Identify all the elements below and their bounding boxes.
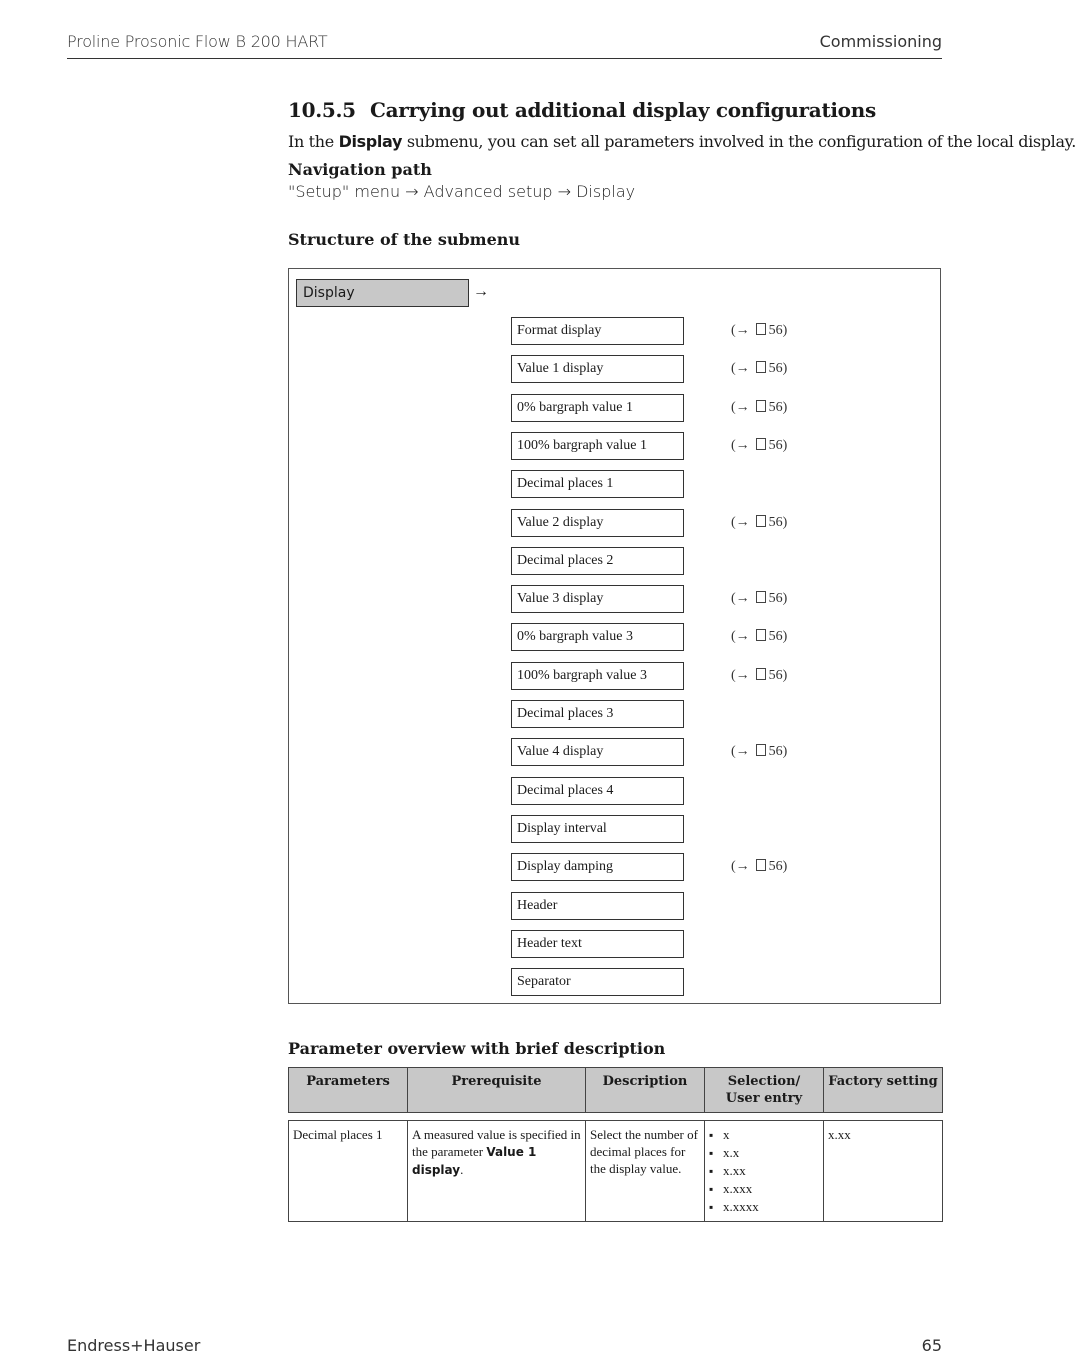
reference-page-number: 56 [768,515,783,530]
table-gap-row [289,1113,943,1121]
cell-description: Select the number of decimal places for the display value. [586,1121,705,1222]
overview-heading: Parameter overview with brief description [288,1039,666,1058]
reference-page-number: 56 [768,668,783,683]
submenu-item: Display interval [511,815,684,843]
arrow-icon: (→ [731,859,750,874]
arrow-icon: (→ [731,400,750,415]
submenu-item: 0% bargraph value 3 [511,623,684,651]
page-reference: (→ 56) [731,744,788,759]
prereq-text-end: . [460,1162,464,1177]
page-header [67,32,942,59]
page-reference: (→ 56) [731,591,788,606]
cell-parameter: Decimal places 1 [289,1121,408,1222]
page-reference: (→ 56) [731,400,788,415]
reference-page-number: 56 [768,361,783,376]
submenu-item: Value 1 display [511,355,684,383]
page-icon [756,438,766,450]
parameter-overview-table [288,1067,943,1222]
submenu-item: Format display [511,317,684,345]
section-title: Carrying out additional display configurations [370,98,876,122]
intro-text-bold: Display [338,132,403,151]
chapter-title: Commissioning [819,32,942,51]
list-item: ▪ x.xx [709,1162,819,1180]
page-reference: (→ 56) [731,515,788,530]
column-header: Parameters [289,1068,408,1113]
footer-brand: Endress+Hauser [67,1336,201,1355]
selection-list [709,1126,819,1216]
section-heading [288,98,876,122]
table-row [289,1121,943,1222]
arrow-icon: (→ [731,629,750,644]
page-icon [756,668,766,680]
reference-page-number: 56 [768,323,783,338]
submenu-item: Value 3 display [511,585,684,613]
arrow-icon: (→ [731,438,750,453]
document-title: Proline Prosonic Flow B 200 HART [67,32,328,51]
submenu-item: 100% bargraph value 3 [511,662,684,690]
page-icon [756,744,766,756]
page-reference: (→ 56) [731,323,788,338]
cell-factory-setting: x.xx [824,1121,943,1222]
reference-page-number: 56 [768,859,783,874]
page-icon [756,859,766,871]
intro-text-post: submenu, you can set all parameters involved in the configuration of the local display. [402,132,1076,151]
page-icon [756,400,766,412]
list-item: ▪ x.xxxx [709,1198,819,1216]
submenu-item: 0% bargraph value 1 [511,394,684,422]
column-header: Prerequisite [408,1068,586,1113]
navigation-path: "Setup" menu → Advanced setup → Display [288,182,636,201]
arrow-icon: (→ [731,591,750,606]
submenu-item: Header text [511,930,684,958]
page-icon [756,323,766,335]
structure-heading: Structure of the submenu [288,230,521,249]
prereq-param-name: Value 1 display [412,1145,537,1177]
submenu-item: Value 4 display [511,738,684,766]
intro-paragraph [288,132,1076,151]
page-reference: (→ 56) [731,438,788,453]
list-item: ▪ x.x [709,1144,819,1162]
submenu-item: Decimal places 1 [511,470,684,498]
navigation-heading: Navigation path [288,160,432,179]
submenu-item: Separator [511,968,684,996]
cell-prerequisite [408,1121,586,1222]
column-header: Description [586,1068,705,1113]
reference-page-number: 56 [768,744,783,759]
page-number: 65 [921,1336,942,1355]
submenu-item: Header [511,892,684,920]
section-number: 10.5.5 [288,98,356,122]
arrow-icon: (→ [731,323,750,338]
submenu-item: Value 2 display [511,509,684,537]
page-icon [756,515,766,527]
cell-selection [705,1121,824,1222]
arrow-icon: (→ [731,515,750,530]
page-icon [756,361,766,373]
page-icon [756,591,766,603]
submenu-item: 100% bargraph value 1 [511,432,684,460]
arrow-icon: (→ [731,361,750,376]
page-reference: (→ 56) [731,361,788,376]
column-header: Selection/ User entry [705,1068,824,1113]
intro-text-pre: In the [288,132,339,151]
submenu-item: Decimal places 2 [511,547,684,575]
submenu-item: Decimal places 3 [511,700,684,728]
prereq-text: A measured value is specified in the parameter [412,1127,581,1159]
arrow-icon: (→ [731,668,750,683]
arrow-icon: (→ [731,744,750,759]
submenu-root-display: Display [296,279,469,307]
submenu-item: Display damping [511,853,684,881]
page-reference: (→ 56) [731,859,788,874]
arrow-icon: → [473,283,489,300]
page-reference: (→ 56) [731,629,788,644]
submenu-item: Decimal places 4 [511,777,684,805]
table-header-row [289,1068,943,1113]
page-icon [756,629,766,641]
reference-page-number: 56 [768,591,783,606]
reference-page-number: 56 [768,629,783,644]
list-item: ▪ x [709,1126,819,1144]
list-item: ▪ x.xxx [709,1180,819,1198]
reference-page-number: 56 [768,400,783,415]
column-header: Factory setting [824,1068,943,1113]
page-reference: (→ 56) [731,668,788,683]
reference-page-number: 56 [768,438,783,453]
